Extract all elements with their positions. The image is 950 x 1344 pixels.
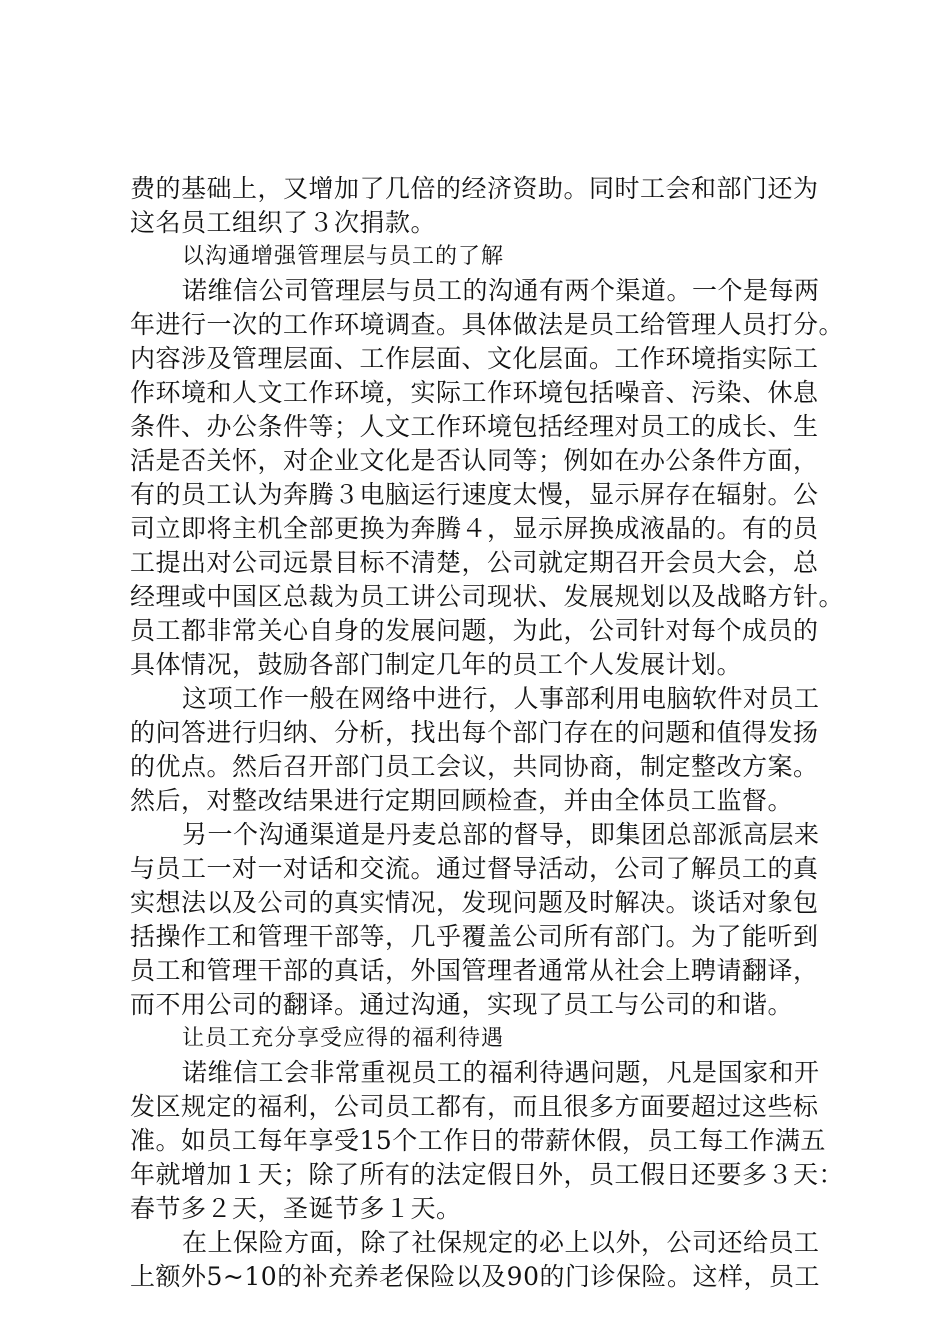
text-line: 括操作工和管理干部等，几乎覆盖公司所有部门。为了能听到 (130, 922, 819, 951)
text-line: 内容涉及管理层面、工作层面、文化层面。工作环境指实际工 (130, 344, 819, 373)
text-line: 活是否关怀，对企业文化是否认同等；例如在办公条件方面， (130, 446, 819, 475)
text-line: 准。如员工每年享受15个工作日的带薪休假，员工每工作满五 (130, 1126, 826, 1155)
paragraph-start: 诺维信工会非常重视员工的福利待遇问题，凡是国家和开 (182, 1058, 820, 1087)
text-line: 的优点。然后召开部门员工会议，共同协商，制定整改方案。 (130, 752, 819, 781)
text-line: 发区规定的福利，公司员工都有，而且很多方面要超过这些标 (130, 1092, 819, 1121)
section-heading-benefits: 让员工充分享受应得的福利待遇 (182, 1026, 505, 1051)
text-line: 这名员工组织了３次捐款。 (130, 208, 437, 237)
text-line: 年进行一次的工作环境调查。具体做法是员工给管理人员打分。 (130, 310, 845, 339)
text-line: 工提出对公司远景目标不清楚，公司就定期召开会员大会，总 (130, 548, 819, 577)
document-body (130, 172, 845, 1294)
text-line: 上额外5~10的补充养老保险以及90的门诊保险。这样，员工 (130, 1262, 820, 1291)
paragraph-start: 另一个沟通渠道是丹麦总部的督导，即集团总部派高层来 (182, 820, 820, 849)
text-line: 具体情况，鼓励各部门制定几年的员工个人发展计划。 (130, 650, 743, 679)
text-line: 年就增加１天；除了所有的法定假日外，员工假日还要多３天： (130, 1160, 845, 1189)
text-line: 的问答进行归纳、分析，找出每个部门存在的问题和值得发扬 (130, 718, 819, 747)
paragraph-start: 这项工作一般在网络中进行，人事部利用电脑软件对员工 (182, 684, 820, 713)
text-line: 司立即将主机全部更换为奔腾４，显示屏换成液晶的。有的员 (130, 514, 819, 543)
text-line: 员工和管理干部的真话，外国管理者通常从社会上聘请翻译， (130, 956, 819, 985)
text-line: 与员工一对一对话和交流。通过督导活动，公司了解员工的真 (130, 854, 819, 883)
text-line: 实想法以及公司的真实情况，发现问题及时解决。谈话对象包 (130, 888, 819, 917)
text-line: 有的员工认为奔腾３电脑运行速度太慢，显示屏存在辐射。公 (130, 480, 819, 509)
text-line: 然后，对整改结果进行定期回顾检查，并由全体员工监督。 (130, 786, 794, 815)
text-line: 而不用公司的翻译。通过沟通，实现了员工与公司的和谐。 (130, 990, 794, 1019)
paragraph-start: 在上保险方面，除了社保规定的必上以外，公司还给员工 (182, 1228, 820, 1257)
text-line: 条件、办公条件等；人文工作环境包括经理对员工的成长、生 (130, 412, 819, 441)
text-line: 员工都非常关心自身的发展问题，为此，公司针对每个成员的 (130, 616, 819, 645)
text-line: 费的基础上，又增加了几倍的经济资助。同时工会和部门还为 (130, 174, 819, 203)
text-line: 经理或中国区总裁为员工讲公司现状、发展规划以及战略方针。 (130, 582, 845, 611)
paragraph-start: 诺维信公司管理层与员工的沟通有两个渠道。一个是每两 (182, 276, 820, 305)
text-line: 作环境和人文工作环境，实际工作环境包括噪音、污染、休息 (130, 378, 819, 407)
text-line: 春节多２天，圣诞节多１天。 (130, 1194, 462, 1223)
section-heading-communication: 以沟通增强管理层与员工的了解 (182, 244, 505, 269)
